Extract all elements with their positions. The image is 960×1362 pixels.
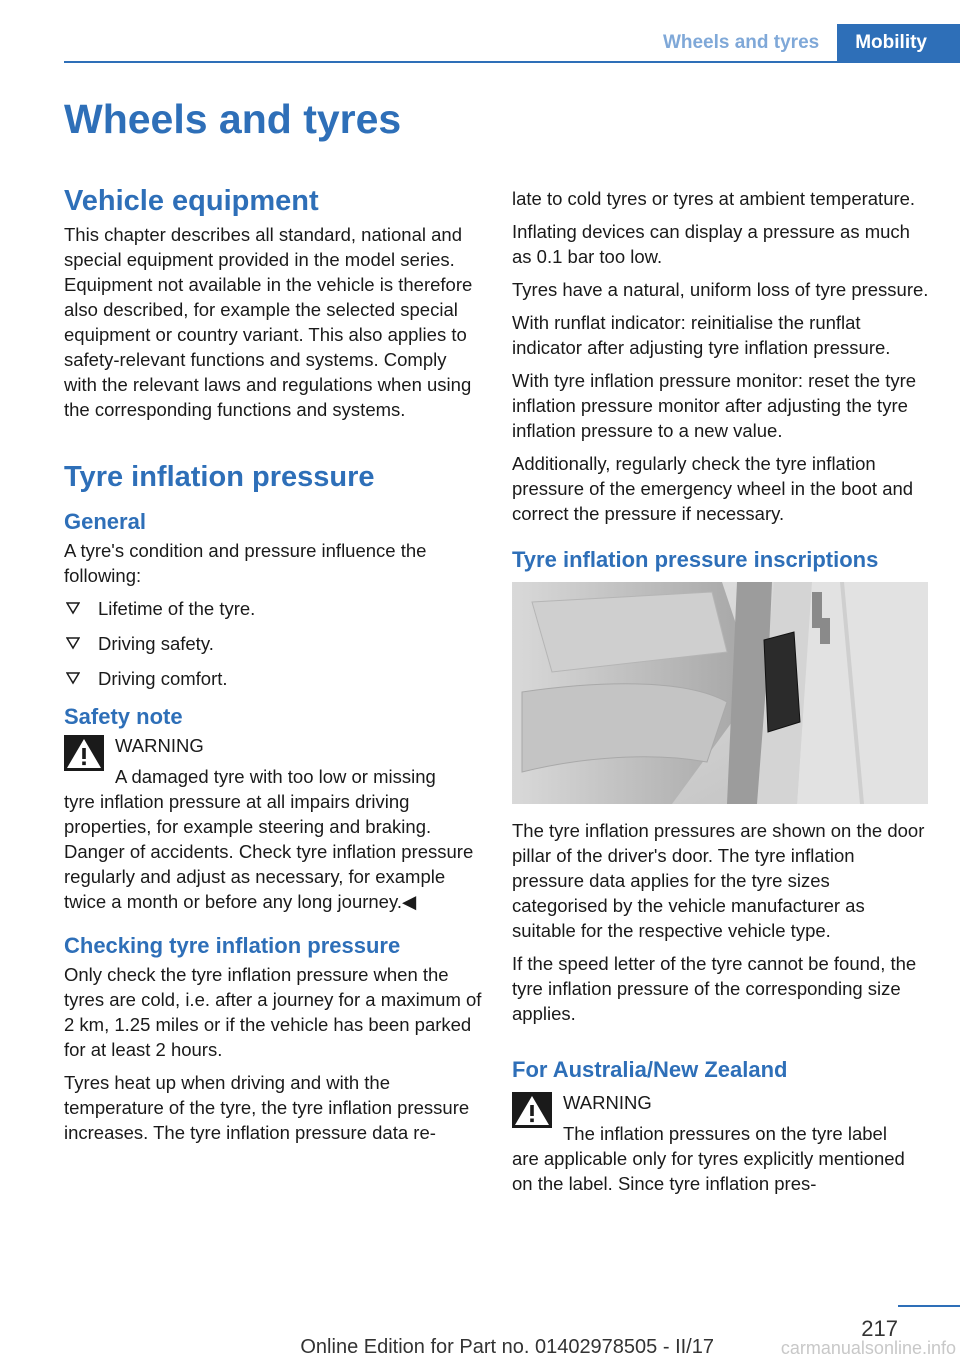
left-column	[64, 180, 484, 1153]
warning-text-first: A damaged tyre with too low or missing	[115, 766, 436, 787]
edition-line: Online Edition for Part no. 01402978505 - II/17	[300, 1336, 714, 1358]
header-rule	[64, 61, 960, 63]
speed-letter-text: If the speed letter of the tyre cannot be found, the tyre inflation pressure of the corresponding size applies.	[512, 953, 917, 1024]
inscription-location-text: The tyre inflation pressures are shown on the door pillar of the driver's door. The tyre inflation pressure data applies for the tyre sizes categorised by the vehicle manufacturer as suitable for the respective vehicle type.	[512, 820, 925, 941]
emergency-wheel-text: Additionally, regularly check the tyre inflation pressure of the emergency wheel in the boot and correct the pressure if necessary.	[512, 453, 914, 524]
page-number: 217	[861, 1316, 898, 1341]
checking-text-1: Only check the tyre inflation pressure when the tyres are cold, i.e. after a journey for a maximum of 2 km, 1.25 miles or if the vehicle has been parked for at least 2 hours.	[64, 964, 482, 1060]
door-pillar-photo	[512, 582, 928, 804]
warning-text-first: The inflation pressures on the tyre label	[563, 1123, 887, 1144]
header-chapter-tab: Mobility	[837, 24, 960, 62]
warning-triangle-icon	[64, 735, 104, 771]
watermark: carmanualsonline.info	[780, 1338, 956, 1358]
checking-text-2: Tyres heat up when driving and with the temperature of the tyre, the tyre inflation pressure increases. The tyre inflation pressure data re-	[64, 1072, 470, 1143]
runflat-text: With runflat indicator: reinitialise the runflat indicator after adjusting tyre inflation pressure.	[512, 312, 891, 358]
list-item	[64, 631, 484, 656]
checking-pressure-heading: Checking tyre inflation pressure	[64, 933, 401, 958]
inscriptions-heading: Tyre inflation pressure inscriptions	[512, 547, 879, 572]
tyre-pressure-heading: Tyre inflation pressure	[64, 461, 375, 493]
list-item-text: Driving comfort.	[98, 668, 228, 689]
header-section-title: Wheels and tyres	[662, 32, 820, 53]
warning-label: WARNING	[115, 735, 204, 756]
inflating-devices-text: Inflating devices can display a pressure as much as 0.1 bar too low.	[512, 221, 910, 267]
triangle-bullet-icon	[66, 601, 80, 615]
running-header	[645, 24, 960, 62]
general-intro: A tyre's condition and pressure influence the following:	[64, 540, 427, 586]
vehicle-equipment-heading: Vehicle equipment	[64, 185, 319, 217]
warning-text: tyre inflation pressure at all impairs driving properties, for example steering and braking. Danger of accidents. Check tyre inflation pressure regularly and adjust as necessary, for example twice a month or before any long journey.◀	[64, 791, 474, 912]
vehicle-equipment-text: This chapter describes all standard, national and special equipment provided in the model series. Equipment not available in the vehicle is therefore also described, for example the selected special equipment or country variant. This also applies to safety-relevant functions and systems. Comply with the relevant laws and regulations when using the corresponding functions and systems.	[64, 224, 473, 420]
warning-triangle-icon	[512, 1092, 552, 1128]
warning-block	[512, 1090, 930, 1196]
warning-text: are applicable only for tyres explicitly mentioned on the label. Since tyre inflation pres-	[512, 1148, 905, 1194]
list-item-text: Lifetime of the tyre.	[98, 598, 256, 619]
list-item-text: Driving safety.	[98, 633, 214, 654]
natural-loss-text: Tyres have a natural, uniform loss of tyre pressure.	[512, 279, 929, 300]
general-heading: General	[64, 509, 146, 534]
australia-heading: For Australia/New Zealand	[512, 1057, 788, 1082]
triangle-bullet-icon	[66, 636, 80, 650]
pressure-data-continued: late to cold tyres or tyres at ambient temperature.	[512, 188, 916, 209]
list-item	[64, 596, 484, 621]
safety-note-heading: Safety note	[64, 704, 183, 729]
page-title: Wheels and tyres	[64, 96, 402, 142]
influence-list	[64, 596, 484, 691]
monitor-text: With tyre inflation pressure monitor: reset the tyre inflation pressure monitor after adjusting the tyre inflation pressure to a new value.	[512, 370, 917, 441]
list-item	[64, 666, 484, 691]
footer-rule	[898, 1305, 960, 1307]
warning-label: WARNING	[563, 1092, 652, 1113]
right-column	[512, 186, 930, 1204]
warning-block	[64, 733, 484, 914]
triangle-bullet-icon	[66, 671, 80, 685]
